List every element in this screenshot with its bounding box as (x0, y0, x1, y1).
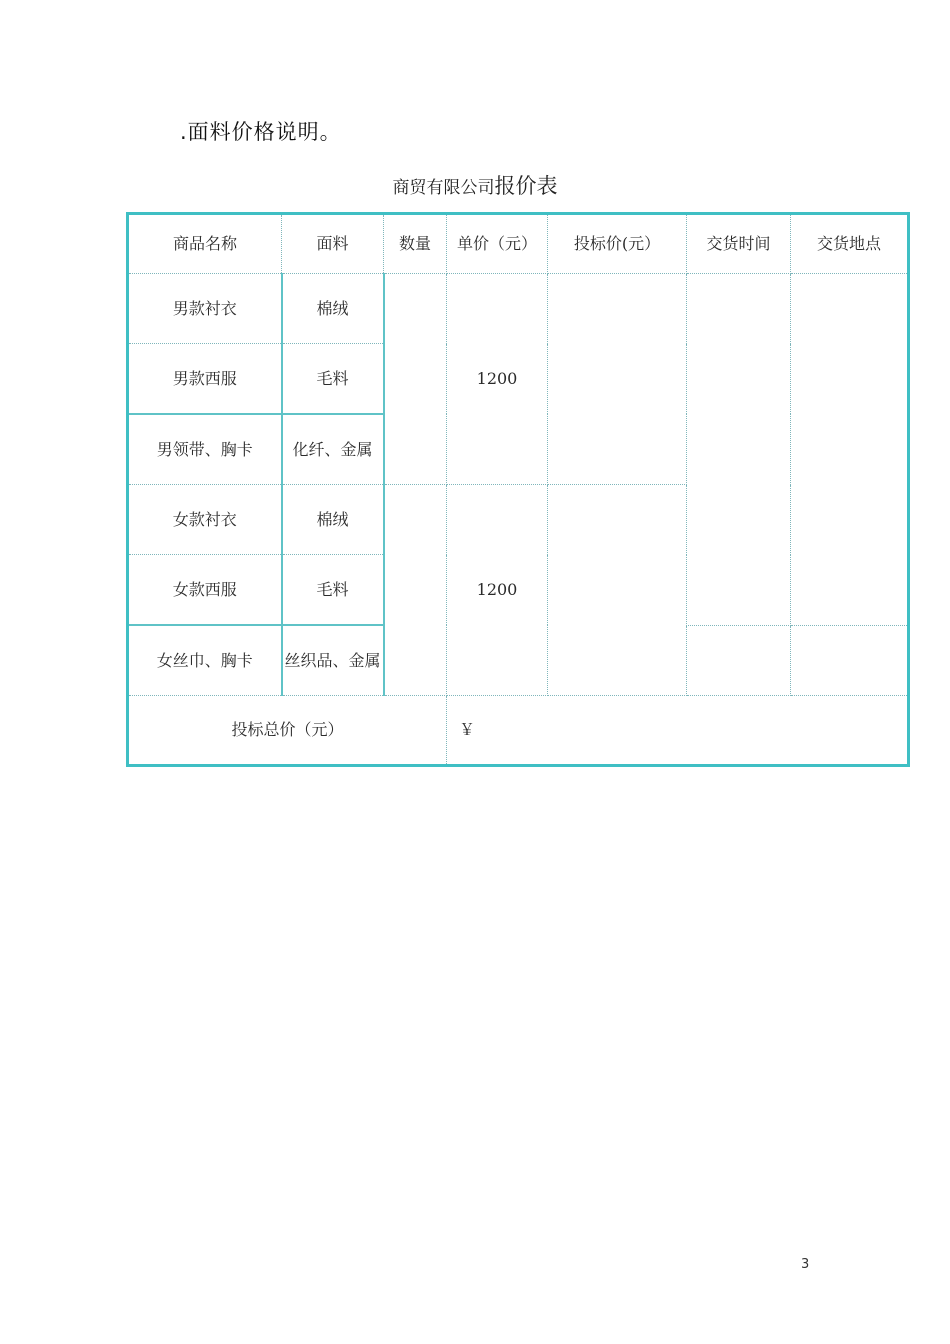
delivery-time-cell (687, 274, 791, 626)
section-heading: .面料价格说明。 (180, 120, 342, 144)
fabric-cell: 毛料 (282, 555, 384, 626)
title-suffix: 报价表 (494, 174, 558, 198)
product-name-cell: 男款西服 (128, 344, 282, 415)
delivery-place-cell (791, 625, 909, 696)
header-cell: 投标价(元） (548, 214, 687, 274)
header-row (128, 214, 909, 274)
unit-price-cell: 1200 (447, 274, 548, 485)
fabric-cell: 毛料 (282, 344, 384, 415)
total-value: ￥ (447, 696, 909, 766)
product-name-cell: 女款衬衣 (128, 485, 282, 555)
total-row (128, 696, 909, 766)
delivery-place-cell (791, 274, 909, 626)
fabric-cell: 化纤、金属 (282, 414, 384, 485)
quotation-table (126, 212, 910, 767)
bid-price-cell (548, 485, 687, 696)
delivery-time-cell (687, 625, 791, 696)
header-cell: 单价（元） (447, 214, 548, 274)
fabric-cell: 棉绒 (282, 274, 384, 344)
total-label: 投标总价（元） (128, 696, 447, 766)
header-cell: 数量 (384, 214, 447, 274)
product-name-cell: 男款衬衣 (128, 274, 282, 344)
fabric-cell: 棉绒 (282, 485, 384, 555)
quantity-cell (384, 485, 447, 696)
header-cell: 交货地点 (791, 214, 909, 274)
page-number: 3 (801, 1257, 810, 1272)
unit-price-cell: 1200 (447, 485, 548, 696)
table-row (128, 274, 909, 344)
table-title (0, 170, 950, 200)
product-name-cell: 男领带、胸卡 (128, 414, 282, 485)
bid-price-cell (548, 274, 687, 485)
product-name-cell: 女款西服 (128, 555, 282, 626)
header-cell: 交货时间 (687, 214, 791, 274)
fabric-cell: 丝织品、金属 (282, 625, 384, 696)
header-cell: 商品名称 (128, 214, 282, 274)
quantity-cell (384, 274, 447, 485)
product-name-cell: 女丝巾、胸卡 (128, 625, 282, 696)
header-cell: 面料 (282, 214, 384, 274)
title-company: 商贸有限公司 (392, 178, 495, 198)
